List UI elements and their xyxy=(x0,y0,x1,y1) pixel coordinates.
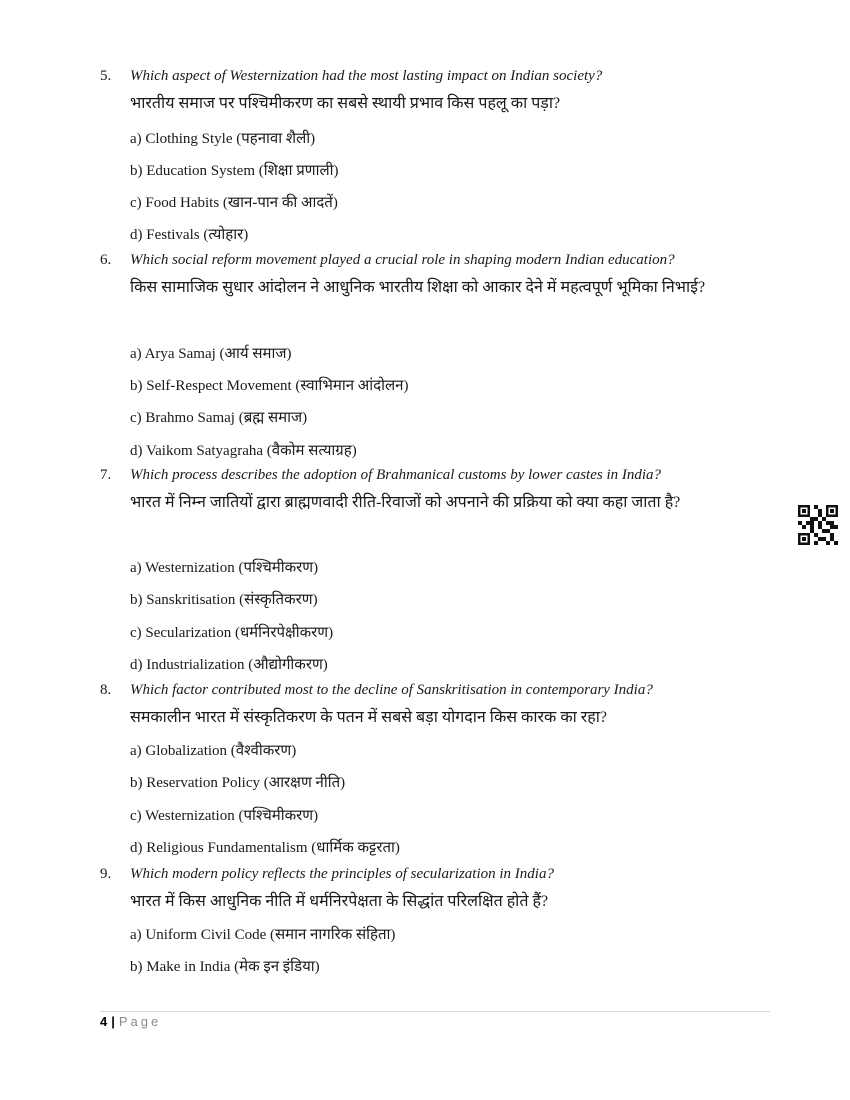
option-d: d) Religious Fundamentalism (धार्मिक कट्टरता) xyxy=(130,840,400,856)
option-b: b) Make in India (मेक इन इंडिया) xyxy=(130,959,320,975)
question-text-english: Which modern policy reflects the principles of secularization in India? xyxy=(130,866,554,882)
footer-separator: | xyxy=(111,1014,115,1029)
option-c: c) Brahmo Samaj (ब्रह्म समाज) xyxy=(130,410,308,426)
option-b: b) Reservation Policy (आरक्षण नीति) xyxy=(130,775,346,791)
page-label: Page xyxy=(118,1014,162,1029)
question-text-english: Which social reform movement played a crucial role in shaping modern Indian education? xyxy=(130,252,675,268)
question-text-hindi: किस सामाजिक सुधार आंदोलन ने आधुनिक भारतीय शिक्षा को आकार देने में महत्वपूर्ण भूमिका निभाई? xyxy=(130,279,706,296)
question-text-hindi: भारत में निम्न जातियों द्वारा ब्राह्मणवादी रीति-रिवाजों को अपनाने की प्रक्रिया को क्या कहा जाता है? xyxy=(130,494,681,511)
question-text-english: Which aspect of Westernization had the most lasting impact on Indian society? xyxy=(130,68,603,84)
option-a: a) Globalization (वैश्वीकरण) xyxy=(130,743,297,759)
question-number: 9. xyxy=(100,866,112,882)
option-d: d) Festivals (त्योहार) xyxy=(130,227,249,243)
option-c: c) Secularization (धर्मनिरपेक्षीकरण) xyxy=(130,625,334,641)
question-number: 8. xyxy=(100,682,112,698)
page-number: 4 xyxy=(100,1014,108,1029)
question-text-english: Which process describes the adoption of Brahmanical customs by lower castes in India? xyxy=(130,467,662,483)
option-b: b) Self-Respect Movement (स्वाभिमान आंदोलन) xyxy=(130,378,409,394)
option-c: c) Westernization (पश्चिमीकरण) xyxy=(130,808,319,824)
option-b: b) Sanskritisation (संस्कृतिकरण) xyxy=(130,592,318,608)
option-a: a) Uniform Civil Code (समान नागरिक संहिता) xyxy=(130,927,396,943)
option-a: a) Clothing Style (पहनावा शैली) xyxy=(130,131,316,147)
question-text-hindi: भारतीय समाज पर पश्चिमीकरण का सबसे स्थायी प्रभाव किस पहलू का पड़ा? xyxy=(130,95,561,112)
option-c: c) Food Habits (खान-पान की आदतें) xyxy=(130,195,338,211)
option-a: a) Arya Samaj (आर्य समाज) xyxy=(130,346,292,362)
question-number: 6. xyxy=(100,252,112,268)
option-a: a) Westernization (पश्चिमीकरण) xyxy=(130,560,319,576)
question-text-english: Which factor contributed most to the decline of Sanskritisation in contemporary India? xyxy=(130,682,653,698)
option-d: d) Vaikom Satyagraha (वैकोम सत्याग्रह) xyxy=(130,443,357,459)
option-b: b) Education System (शिक्षा प्रणाली) xyxy=(130,163,339,179)
footer-divider xyxy=(100,1011,770,1012)
question-text-hindi: भारत में किस आधुनिक नीति में धर्मनिरपेक्षता के सिद्धांत परिलक्षित होते हैं? xyxy=(130,893,549,910)
option-d: d) Industrialization (औद्योगीकरण) xyxy=(130,657,328,673)
page-footer xyxy=(100,1014,161,1029)
qr-code-icon xyxy=(798,505,838,545)
question-text-hindi: समकालीन भारत में संस्कृतिकरण के पतन में सबसे बड़ा योगदान किस कारक का रहा? xyxy=(130,709,608,726)
question-number: 5. xyxy=(100,68,112,84)
question-number: 7. xyxy=(100,467,112,483)
